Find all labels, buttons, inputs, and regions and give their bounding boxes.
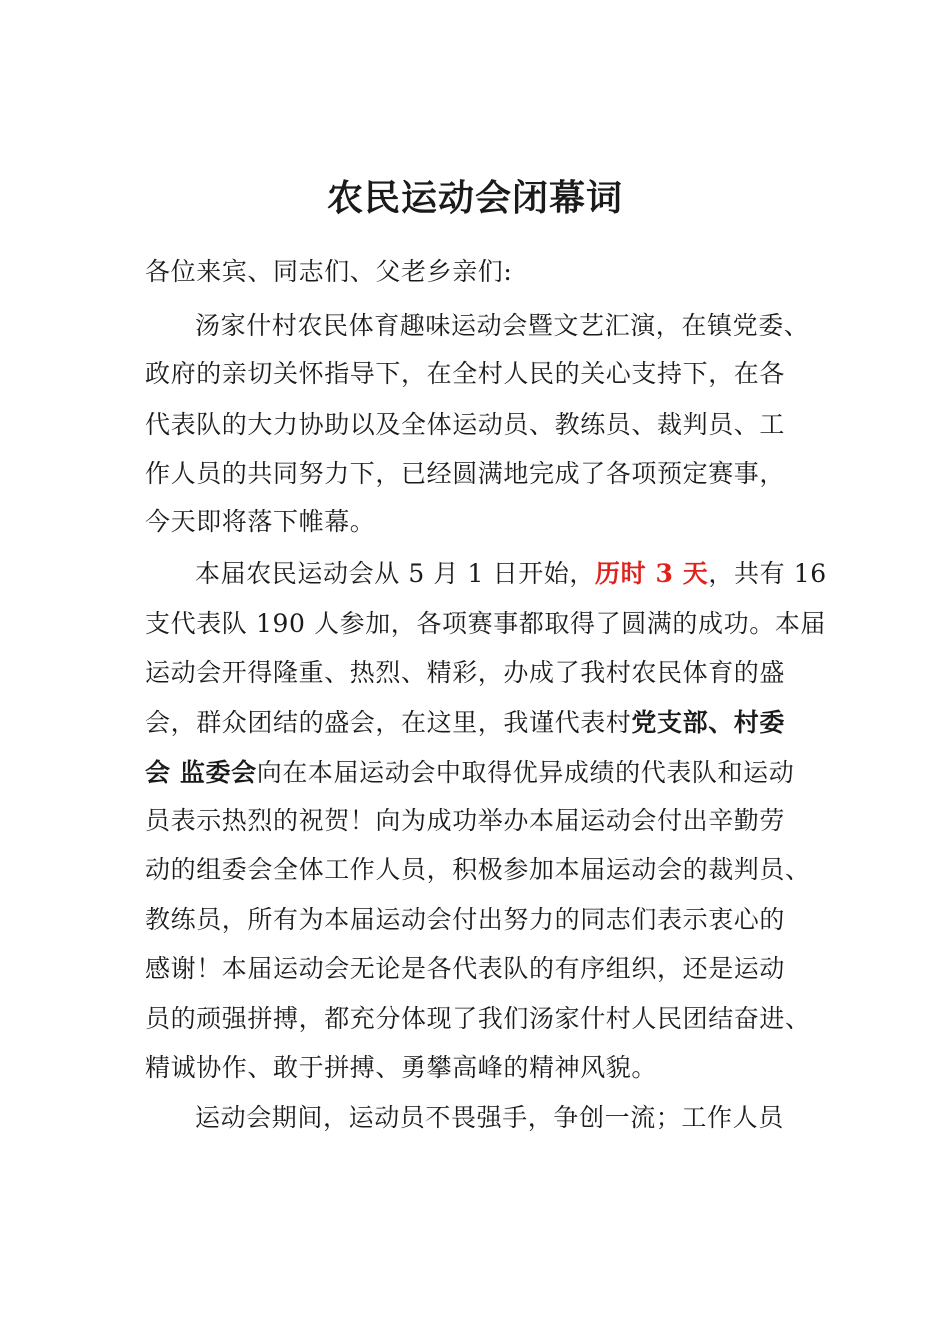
document-title: 农民运动会闭幕词 [326, 177, 623, 219]
paragraph-1-line-3: 代表队的大力协助以及全体运动员、教练员、裁判员、工 [145, 410, 786, 439]
p2-text-d: 向在本届运动会中取得优异成绩的代表队和运动 [256, 758, 795, 787]
paragraph-2-line-10: 员的顽强拼搏，都充分体现了我们汤家什村人民团结奋进、 [145, 1004, 811, 1033]
paragraph-2-line-4 [145, 703, 785, 743]
paragraph-2-line-8: 教练员，所有为本届运动会付出努力的同志们表示衷心的 [145, 905, 786, 934]
p2-text-a: 本届农民运动会从 5 月 1 日开始， [195, 559, 595, 588]
paragraph-2-line-9: 感谢！本届运动会无论是各代表队的有序组织，还是运动 [145, 954, 786, 983]
paragraph-2-line-3: 运动会开得隆重、热烈、精彩，办成了我村农民体育的盛 [145, 658, 786, 687]
paragraph-2-line-1 [195, 554, 827, 594]
p2-text-b: ，共有 16 [708, 559, 827, 588]
paragraph-3-line-1: 运动会期间，运动员不畏强手，争创一流；工作人员 [195, 1103, 784, 1132]
paragraph-2-line-7: 动的组委会全体工作人员，积极参加本届运动会的裁判员、 [145, 855, 811, 884]
organization-bold-2: 会 监委会 [145, 758, 257, 787]
organization-bold-1: 党支部、村委 [631, 708, 786, 737]
paragraph-1-line-4: 作人员的共同努力下，已经圆满地完成了各项预定赛事， [145, 459, 786, 488]
paragraph-1-line-5: 今天即将落下帷幕。 [145, 507, 376, 536]
paragraph-1-line-2: 政府的亲切关怀指导下，在全村人民的关心支持下，在各 [145, 359, 786, 388]
paragraph-2-line-6: 员表示热烈的祝贺！向为成功举办本届运动会付出辛勤劳 [145, 806, 786, 835]
paragraph-2-line-2: 支代表队 190 人参加，各项赛事都取得了圆满的成功。本届 [145, 609, 827, 638]
duration-highlight: 历时 3 天 [595, 559, 709, 588]
paragraph-1-line-1: 汤家什村农民体育趣味运动会暨文艺汇演，在镇党委、 [195, 311, 810, 340]
p2-text-c: 会，群众团结的盛会，在这里，我谨代表村 [145, 708, 632, 737]
paragraph-2-line-5 [145, 753, 794, 793]
salutation: 各位来宾、同志们、父老乡亲们: [145, 257, 513, 286]
paragraph-2-line-11: 精诚协作、敢于拼搏、勇攀高峰的精神风貌。 [145, 1053, 658, 1082]
